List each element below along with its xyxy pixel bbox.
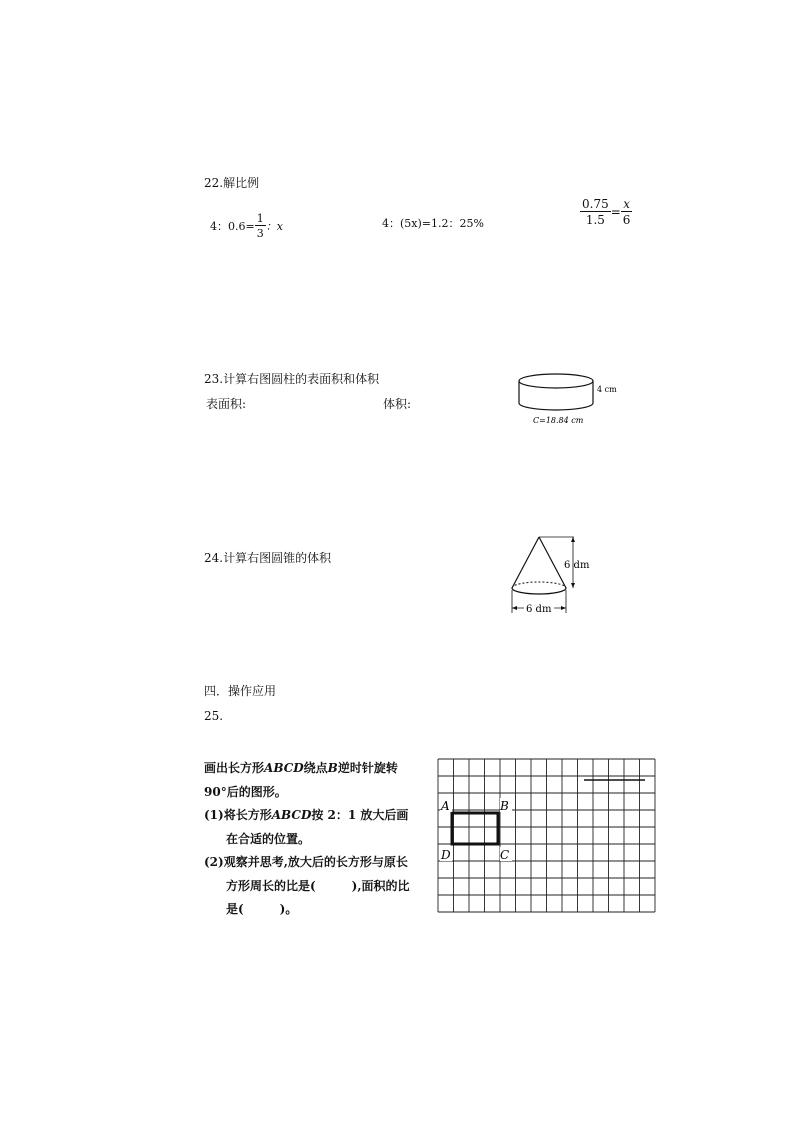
cylinder-circumference-label: C=18.84 cm xyxy=(533,416,584,425)
eq1-numerator: 1 xyxy=(256,212,264,225)
grid-lines xyxy=(438,759,655,912)
eq1-denominator: 3 xyxy=(256,227,264,240)
q25-line-4: 在合适的位置。 xyxy=(226,831,311,846)
q25-number: 25. xyxy=(204,709,224,723)
q22-equation-2 xyxy=(382,215,484,231)
cylinder-top-ellipse xyxy=(519,374,593,388)
cone-base-back-arc xyxy=(512,582,566,588)
point-c-label: C xyxy=(500,848,510,862)
cone-diameter-label: 6 dm xyxy=(526,604,552,615)
cone-diameter-arrow-right xyxy=(561,606,566,610)
q25-line-1e: 逆时针旋转 xyxy=(337,761,398,775)
q25-line-3a: (1)将长方形 xyxy=(204,808,272,822)
eq3-fraction-right xyxy=(621,198,633,226)
q25-line-7: 是( )。 xyxy=(226,902,298,916)
eq1-right: ：x xyxy=(265,220,283,233)
eq2-text: 4：(5x)=1.2：25% xyxy=(382,217,484,230)
cone-base-front-arc xyxy=(512,588,566,594)
q22-equation-3 xyxy=(580,198,632,226)
q25-line-3c: 按 2：1 放大后画 xyxy=(311,808,409,822)
q25-line-1d: B xyxy=(327,761,338,775)
eq3-denominator-left: 1.5 xyxy=(585,213,605,227)
q23-surface-label: 表面积: xyxy=(206,397,247,411)
cone-height-arrow-bottom xyxy=(571,583,575,588)
cone-height-label: 6 dm xyxy=(564,560,590,571)
eq3-numerator-left: 0.75 xyxy=(582,197,609,211)
eq3-denominator-right: 6 xyxy=(622,213,631,227)
point-d-label: D xyxy=(441,848,451,862)
eq1-left: 4：0.6= xyxy=(210,220,255,233)
q23-title: 23.计算右图圆柱的表面积和体积 xyxy=(204,372,380,386)
eq3-numerator-right: x xyxy=(623,197,630,211)
q25-text xyxy=(204,757,436,922)
point-a-label: A xyxy=(441,799,450,813)
cone-left-side xyxy=(512,537,539,588)
cylinder-bottom-arc xyxy=(519,403,593,410)
q25-line-5: (2)观察并思考,放大后的长方形与原长 xyxy=(204,855,408,869)
cone-right-side xyxy=(539,537,566,588)
cylinder-height-label: 4 cm xyxy=(597,385,617,394)
q23-volume-label: 体积: xyxy=(383,397,412,411)
q25-grid-figure xyxy=(432,755,667,915)
q25-line-1a: 画出长方形 xyxy=(204,761,265,775)
q25-line-2: 90°后的图形。 xyxy=(204,784,287,799)
q22-title: 22.解比例 xyxy=(204,176,260,190)
q25-line-3b: ABCD xyxy=(271,808,312,822)
q25-line-1 xyxy=(204,757,436,781)
q25-line-6: 方形周长的比是( ),面积的比 xyxy=(226,878,410,893)
q25-line-1c: 绕点 xyxy=(303,761,328,775)
q25-line-1b: ABCD xyxy=(264,761,304,775)
q22-equation-1 xyxy=(210,213,283,239)
q24-title: 24.计算右图圆锥的体积 xyxy=(204,551,332,565)
cylinder-figure xyxy=(515,370,625,430)
cone-figure xyxy=(505,530,605,620)
eq1-fraction xyxy=(255,213,266,239)
section-4-title: 四．操作应用 xyxy=(204,684,277,698)
cone-height-arrow-top xyxy=(571,537,575,542)
q25-line-3 xyxy=(204,804,436,828)
cone-diameter-arrow-left xyxy=(512,606,517,610)
eq3-fraction-left xyxy=(580,198,611,226)
point-b-label: B xyxy=(500,799,509,813)
rectangle-abcd xyxy=(452,813,498,844)
eq3-equals: = xyxy=(610,205,621,219)
